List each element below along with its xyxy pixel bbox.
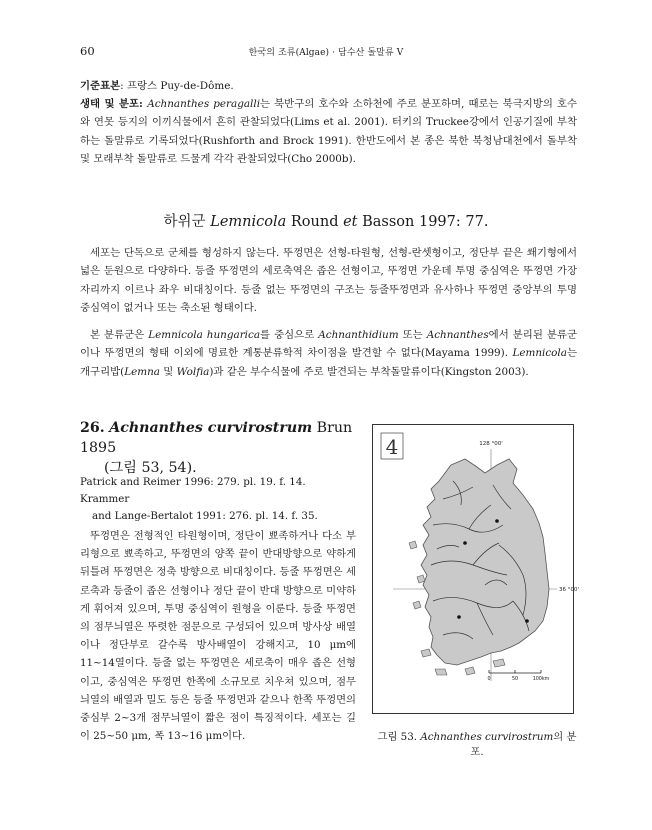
island — [409, 541, 417, 549]
species-figure-refs: (그림 53, 54). — [104, 460, 197, 476]
korea-map — [373, 425, 580, 713]
running-header: 한국의 조류(Algae) · 담수산 돌말류 V — [248, 48, 404, 58]
page-number: 60 — [80, 44, 95, 58]
latitude-label: 36 °00' — [559, 587, 580, 593]
longitude-label: 128 °00' — [479, 441, 503, 447]
genus-authority: Round — [286, 214, 344, 230]
scale-label: 0 — [487, 677, 491, 682]
genus-et: et — [343, 214, 358, 230]
genus-prefix: 하위군 — [163, 214, 211, 230]
caption-suffix: 의 분포. — [470, 731, 577, 758]
occurrence-point — [495, 519, 499, 523]
island — [417, 575, 425, 583]
ecology-colon: : — [138, 98, 148, 110]
occurrence-point — [457, 615, 461, 619]
occurrence-point — [463, 541, 467, 545]
caption-prefix: 그림 53. — [377, 731, 421, 743]
ecology-species: Achnanthes peragalli — [147, 98, 261, 110]
type-locality-text: : 프랑스 Puy-de-Dôme. — [120, 80, 234, 92]
island — [465, 667, 475, 675]
type-locality-label: 기준표본 — [80, 80, 121, 92]
species-references — [80, 474, 356, 525]
ecology-paragraph — [80, 95, 577, 169]
genus-name: Lemnicola — [210, 214, 287, 230]
type-locality-paragraph — [80, 77, 577, 95]
ecology-text: 는 북반구의 호수와 소하천에 주로 분포하며, 때로는 북극지방의 호수와 연못 등지의 이끼식물에서 흔히 관찰되었다(Lims et al. 2001). 터키의 Truckee강에서 인공기질에 부착하는 돌말류로 기록되었다(Rushforth and Brock 1991). 한반도에서 본 종은 북한 북청남대천에서 돌부착 및 모래부착 돌말류로 드물게 각각 관찰되었다(Cho 2000b). — [80, 98, 578, 166]
island — [421, 649, 431, 657]
island — [493, 659, 505, 667]
reference-line-1: Patrick and Reimer 1996: 279. pl. 19. f. 14. Krammer — [80, 476, 306, 505]
species-number: 26. — [80, 420, 105, 436]
scale-label: 100km — [532, 677, 550, 682]
ecology-label: 생태 및 분포 — [80, 98, 139, 110]
island — [435, 669, 447, 675]
genus-heading — [0, 210, 652, 231]
genus-remarks-paragraph: 본 분류군은 Lemnicola hungarica를 중심으로 Achnanthidium 또는 Achnanthes에서 분리된 분류군이나 뚜껑면의 형태 이외에 명료한 계통분류학적 차이점을 발견할 수 없다(Mayama 1999). Lemnicola는 개구리밥(Lemna 및 Wolfia)과 같은 부수식물에 주로 발견되는 부착돌말류이다(Kingston 2003). — [80, 329, 578, 378]
species-authority: Brun 1895 — [80, 420, 353, 456]
species-heading — [80, 418, 360, 478]
genus-authority-year: Basson 1997: 77. — [357, 214, 489, 230]
reference-line-2: and Lange-Bertalot 1991: 276. pl. 14. f. 35. — [92, 510, 318, 522]
island — [413, 601, 421, 609]
scale-bar — [487, 670, 549, 682]
scale-label: 50 — [511, 677, 519, 682]
panel-number: 4 — [385, 435, 399, 459]
occurrence-point — [525, 619, 529, 623]
genus-description-paragraph: 세포는 단독으로 군체를 형성하지 않는다. 뚜껑면은 선형-타원형, 선형-란셋형이고, 정단부 끝은 쐐기형에서 넓은 둔원으로 다양하다. 등줄 뚜껑면의 세로축역은 좁은 선형이고, 뚜껑면 가운데 투명 중심역은 뚜껑면 가장자리까지 이르나 좌우 비대칭이다. 등줄 없는 뚜껑면의 구조는 등줄뚜껑면과 유사하나 뚜껑면 중앙부의 투명 중심역이 없거나 또는 축소된 형태이다. — [80, 247, 577, 315]
caption-species: Achnanthes curvirostrum — [420, 731, 554, 743]
species-description-paragraph: 뚜껑면은 전형적인 타원형이며, 정단이 뾰족하거나 다소 부리형으로 뾰족하고, 뚜껑면의 양쪽 끝이 반대방향으로 약하게 뒤틀려 뚜껑면은 정축 방향으로 비대칭이다. 등줄 뚜껑면은 세로축과 등줄이 좁은 선형이나 정단 끝이 반대 방향으로 미약하게 휘어져 있으며, 투명 중심역이 원형을 이룬다. 등줄 뚜껑면의 점무늬열은 뚜렷한 점문으로 구성되어 있으며 방사상 배열이나 정단부로 갈수록 방사배열이 강해지고, 10 μm에 11~14열이다. 등줄 없는 뚜껑면은 세로축이 매우 좁은 선형이고, 중심역은 뚜껑면 한쪽에 소규모로 치우쳐 있으며, 점무늬열의 배열과 밀도 등은 등줄 뚜껑면과 같으나 한쪽 뚜껑면의 중심부 2~3개 점무늬열이 짧은 점이 특징적이다. 세포는 길이 25~50 μm, 폭 13~16 μm이다. — [80, 530, 356, 743]
figure-caption — [372, 728, 582, 758]
distribution-map-figure — [372, 424, 580, 714]
species-name: Achnanthes curvirostrum — [109, 420, 313, 436]
